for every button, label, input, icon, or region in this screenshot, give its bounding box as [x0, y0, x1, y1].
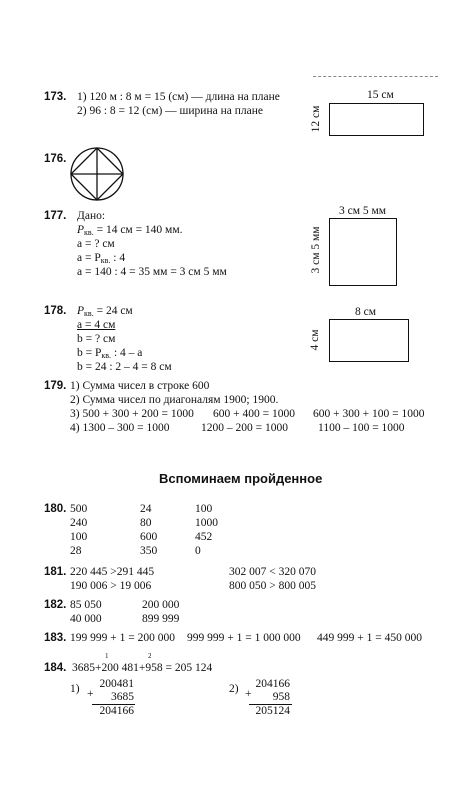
problem-182-a1: 85 050	[70, 599, 102, 611]
column-1-result: 204166	[99, 705, 134, 717]
problem-177-find: a = ? см	[77, 238, 115, 250]
problem-181-b1: 302 007 < 320 070	[229, 566, 316, 578]
problem-177-perimeter: $P_{кв.} = 14$ см = 140 мм.	[77, 224, 183, 237]
problem-177-formula: $a = P_{кв.}$ : 4	[77, 252, 126, 265]
problem-176-number: 176.	[44, 153, 67, 165]
problem-177-height-label: 3 см 5 мм	[310, 226, 322, 274]
problem-178-number: 178.	[44, 305, 67, 317]
section-title: Вспоминаем пройденное	[159, 471, 323, 486]
problem-184-expression: 3685+200 481+958 = 205 124	[72, 662, 213, 674]
cell: 452	[195, 531, 213, 543]
problem-178-rectangle	[329, 319, 409, 362]
cell: 350	[140, 545, 158, 557]
problem-182-number: 182.	[44, 599, 67, 611]
problem-177-given: Дано:	[77, 210, 106, 222]
problem-178-formula: $b = P_{кв.}$ : 4 – a	[77, 347, 143, 360]
problem-182-a2: 40 000	[70, 613, 102, 625]
column-2-result: 205124	[255, 705, 290, 717]
problem-178-find: b = ? см	[77, 333, 116, 345]
problem-179-line-3a: 3) 500 + 300 + 200 = 1000	[70, 408, 194, 420]
problem-173-width-label: 15 см	[367, 89, 394, 101]
problem-181-number: 181.	[44, 566, 67, 578]
problem-179-line-2: 2) Сумма чисел по диагоналям 1900; 1900.	[70, 394, 279, 406]
problem-179-line-4a: 4) 1300 – 300 = 1000	[70, 422, 170, 434]
problem-173-height-label: 12 см	[310, 105, 322, 133]
problem-183-number: 183.	[44, 632, 67, 644]
cell: 500	[70, 503, 88, 515]
problem-178-perimeter: $P_{кв.} = 24$ см	[77, 305, 133, 318]
problem-182-b2: 899 999	[142, 613, 180, 625]
column-2-plus: +	[245, 688, 252, 700]
problem-181-a2: 190 006 > 19 006	[70, 580, 152, 592]
cell: 24	[140, 503, 152, 515]
cell: 1000	[195, 517, 218, 529]
problem-183-b: 999 999 + 1 = 1 000 000	[187, 632, 301, 644]
problem-183-c: 449 999 + 1 = 450 000	[317, 632, 422, 644]
problem-179-line-4b: 1200 – 200 = 1000	[201, 422, 288, 434]
problem-177-answer: a = 140 : 4 = 35 мм = 3 см 5 мм	[77, 266, 227, 278]
column-2-top: 204166	[255, 678, 290, 690]
problem-179-line-3b: 600 + 400 = 1000	[213, 408, 295, 420]
problem-181-b2: 800 050 > 800 005	[229, 580, 316, 592]
column-2-label: 2)	[229, 683, 239, 695]
column-1-plus: +	[87, 688, 94, 700]
problem-184-number: 184.	[44, 662, 67, 674]
problem-173-rectangle	[329, 103, 424, 136]
problem-179-line-1: 1) Сумма чисел в строке 600	[70, 380, 210, 392]
problem-177-square	[329, 218, 397, 286]
cell: 100	[195, 503, 213, 515]
cell: 80	[140, 517, 152, 529]
cell: 0	[195, 545, 201, 557]
problem-178-side-a: a = 4 см	[77, 319, 116, 331]
header-rule	[313, 76, 438, 77]
problem-183-a: 199 999 + 1 = 200 000	[70, 632, 175, 644]
problem-173-line-2: 2) 96 : 8 = 12 (см) — ширина на плане	[77, 105, 263, 117]
problem-179-number: 179.	[44, 380, 67, 392]
column-1-label: 1)	[70, 683, 80, 695]
cell: 240	[70, 517, 88, 529]
problem-179-line-4c: 1100 – 100 = 1000	[318, 422, 405, 434]
problem-173-line-1: 1) 120 м : 8 м = 15 (см) — длина на плане	[77, 91, 280, 103]
carry-1: 1	[105, 652, 109, 660]
column-2-bottom: 958	[272, 691, 290, 703]
problem-178-height-label: 4 см	[309, 329, 321, 351]
problem-173-number: 173.	[44, 91, 67, 103]
column-1-top: 200481	[99, 678, 134, 690]
column-1-bottom: 3685	[111, 691, 134, 703]
cell: 28	[70, 545, 82, 557]
problem-177-width-label: 3 см 5 мм	[339, 205, 387, 217]
cell: 600	[140, 531, 158, 543]
problem-181-a1: 220 445 >291 445	[70, 566, 155, 578]
problem-182-b1: 200 000	[142, 599, 180, 611]
problem-178-width-label: 8 см	[355, 306, 377, 318]
problem-178-answer: b = 24 : 2 – 4 = 8 см	[77, 361, 172, 373]
problem-180-number: 180.	[44, 503, 67, 515]
carry-2: 2	[148, 652, 152, 660]
problem-179-line-3c: 600 + 300 + 100 = 1000	[313, 408, 425, 420]
cell: 100	[70, 531, 88, 543]
circle-with-square-figure	[69, 146, 125, 202]
problem-177-number: 177.	[44, 210, 67, 222]
